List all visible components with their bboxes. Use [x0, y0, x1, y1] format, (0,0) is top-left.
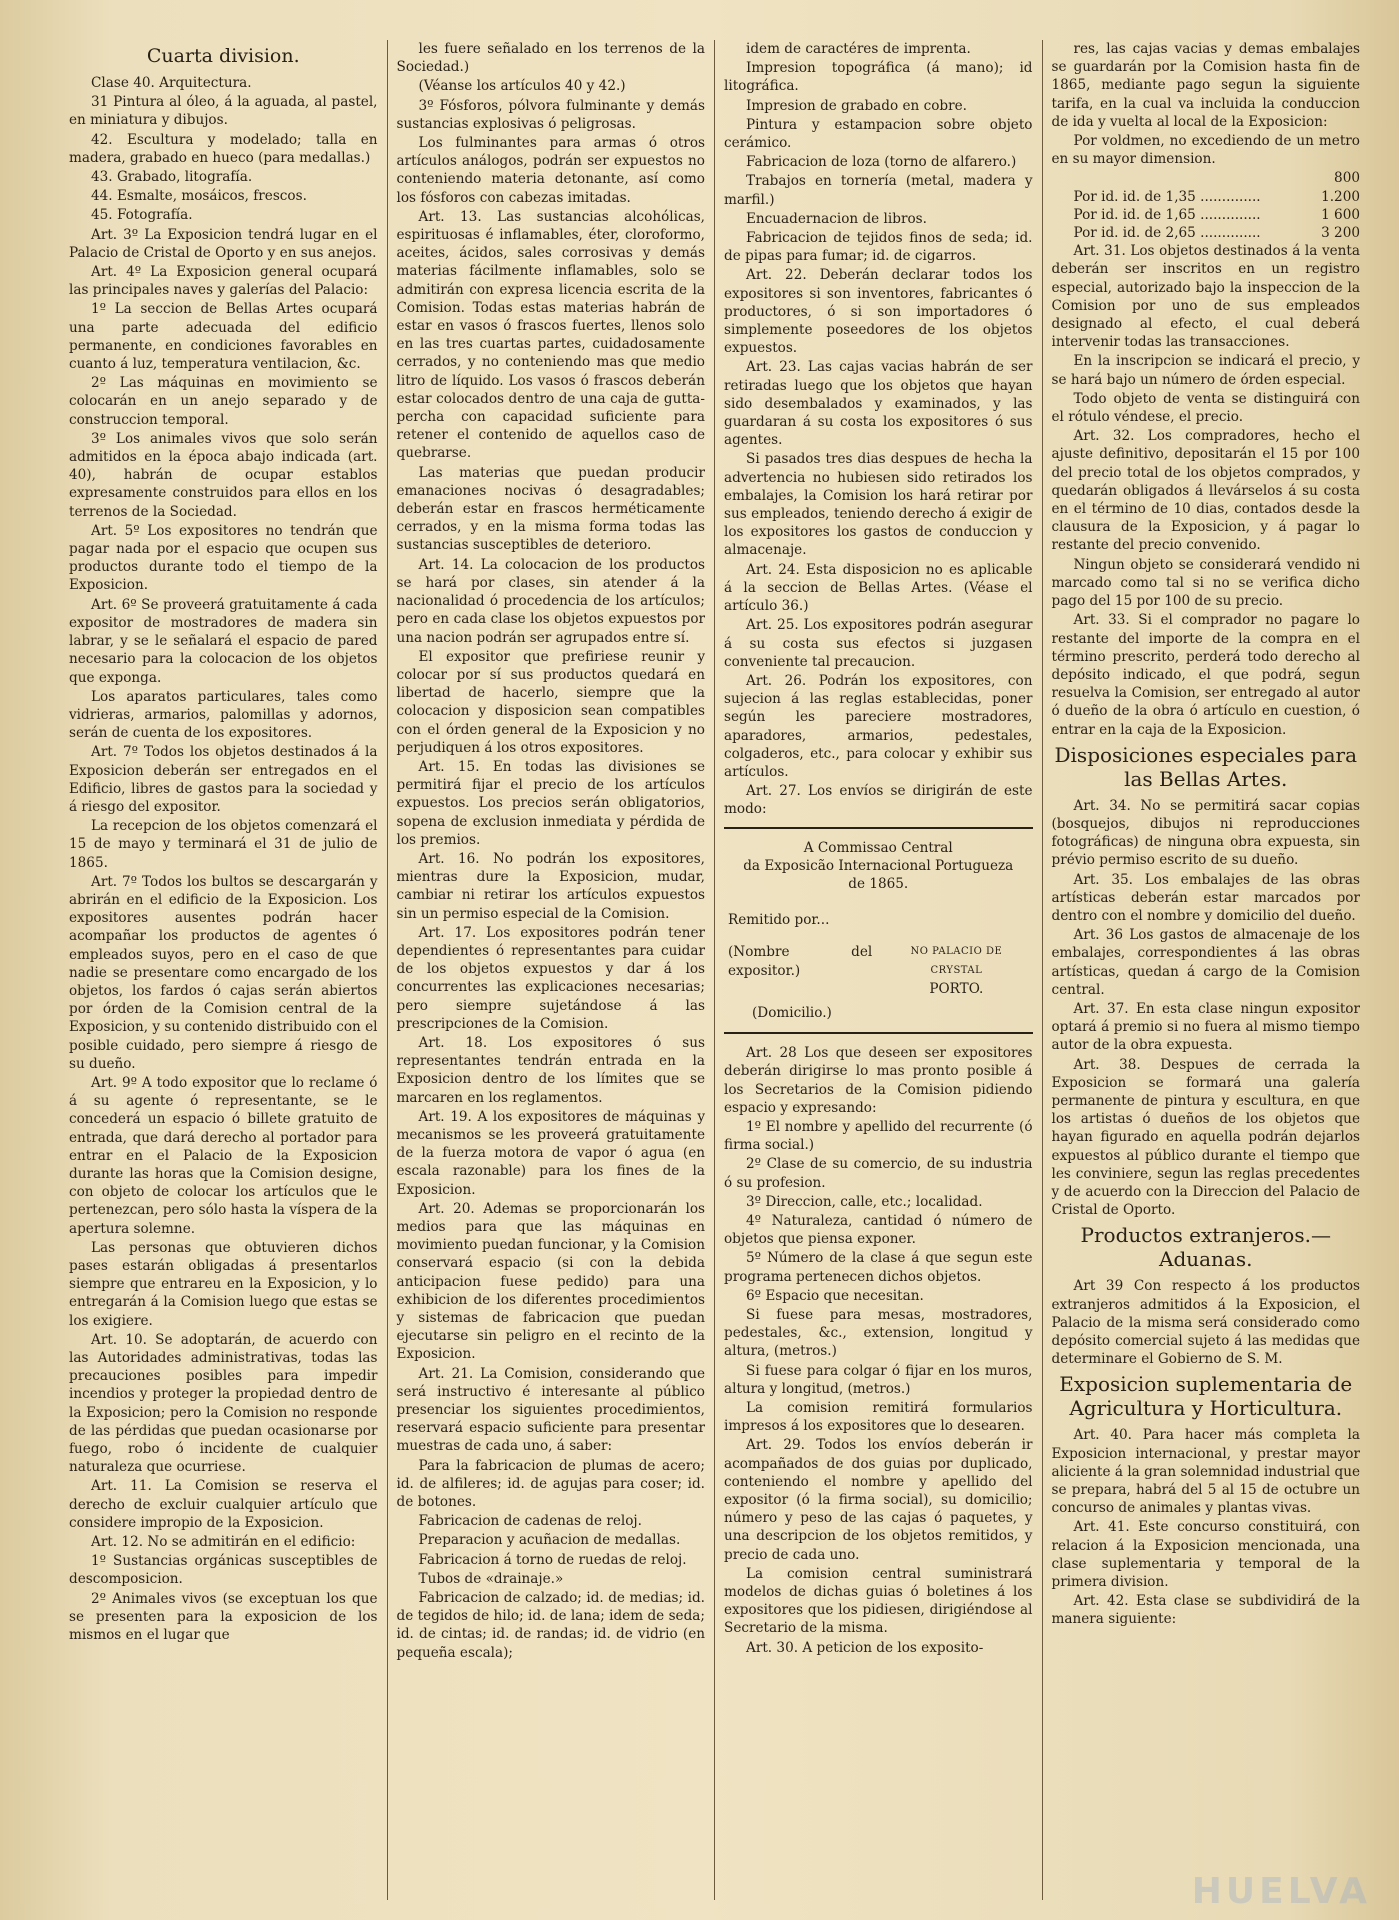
domicilio-label: (Domicilio.) — [752, 1004, 832, 1021]
paragraph: Fabricacion de cadenas de reloj. — [418, 1513, 642, 1530]
paragraph: Art. 10. Se adoptarán, de acuerdo con las Autoridades administrativas, todas las precauciones posibles para impedir incendios y proteger la propiedad dentro de la Exposicion; pero la Comision no responde de las pérdidas que puedan ocasionarse por fuego, robo ó incidente de cualquier naturaleza que ocurriese. — [69, 1331, 378, 1476]
paragraph: Art. 22. Deberán declarar todos los expositores si son inventores, fabricantes ó productores, ó si son importadores ó simplemente poseedores de los objetos expuestos. — [724, 267, 1033, 357]
paragraph: Art. 20. Ademas se proporcionarán los medios para que las máquinas en movimiento puedan funcionar, y la Comision conservará espacio (si con la debida anticipacion fuese pedido) para una exhibicion de los diferentes procedimientos y sistemas de fabricacion que puedan ejecutarse sin peligro en el recinto de la Exposicion. — [396, 1200, 705, 1363]
paragraph: Art. 17. Los expositores podrán tener dependientes ó representantes para cuidar de los objetos expuestos y dar á los concurrentes las explicaciones necesarias; pero siempre sujetándose á las prescripciones de la Comision. — [396, 924, 705, 1032]
paragraph: Si pasados tres dias despues de hecha la advertencia no hubiesen sido retirados los embalajes, la Comision los hará retirar por sus empleados, teniendo derecho á exigir de los expositores los gastos de conduccion y almacenaje. — [724, 451, 1033, 559]
paragraph: Art. 21. La Comision, considerando que será instructivo é interesante al público presenciar los siguientes procedimientos, reservará espacio suficiente para presentar muestras de cada uno, á saber: — [396, 1365, 705, 1455]
price-value: 800 — [1334, 170, 1360, 187]
paragraph: 1º El nombre y apellido del recurrente (ó firma social.) — [724, 1118, 1033, 1154]
paragraph: 44. Esmalte, mosáicos, frescos. — [91, 188, 307, 205]
paragraph: Art. 33. Si el comprador no pagare lo restante del importe de la compra en el término prescrito, perderá todo derecho al depósito indicado, el que podrá, segun resuelva la Comision, ser entregado al autor ó dueño de la obra ó artículo en cuestion, ó entrar en la caja de la Exposicion. — [1051, 612, 1360, 738]
paragraph: Art. 7º Todos los bultos se descargarán y abrirán en el edificio de la Exposicion. Los expositores ausentes podrán hacer acompañar los productos de agentes ó empleados suyos, pero en el caso de que nadie se presentare como encargado de los objetos, los fardos ó cajas serán abiertos por órden de la Comision central de la Exposicion, y su contenido distribuido con el posible cuidado, pero siempre á riesgo de su dueño. — [69, 873, 378, 1072]
paragraph: Trabajos en tornería (metal, madera y marfil.) — [724, 173, 1033, 208]
paragraph: Art. 40. Para hacer más completa la Exposicion internacional, y prestar mayor aliciente á la gran solemnidad industrial que se prepara, habrá del 5 al 15 de octubre un concurso de animales y plantas vivas. — [1051, 1427, 1360, 1517]
paragraph: 2º Clase de su comercio, de su industria ó su profesion. — [724, 1156, 1033, 1191]
paragraph: 1º Sustancias orgánicas susceptibles de descomposicion. — [69, 1553, 378, 1588]
sender-row — [728, 943, 1029, 998]
paragraph: 6º Espacio que necesitan. — [746, 1287, 924, 1304]
paragraph: (Véanse los artículos 40 y 42.) — [418, 78, 626, 95]
paragraph: Clase 40. Arquitectura. — [91, 75, 252, 91]
paragraph: Art. 13. Las sustancias alcohólicas, espirituosas é inflamables, éter, cloroformo, aceites, ácidos, sales corrosivas y demás materias fácilmente inflamables, solo se admitirán con expresa licencia escrita de la Comision. Todas estas materias habrán de estar en vasos ó frascos fuertes, llenos solo en las tres cuartas partes, cuidadosamente cerrados, y no conteniendo mas que medio litro de líquido. Los vasos ó frascos deberán estar colocados dentro de una caja de gutta-percha con capacidad suficiente para retener el contenido de aquellos caso de quebrarse. — [396, 208, 705, 462]
paragraph: les fuere señalado en los terrenos de la Sociedad.) — [396, 41, 705, 76]
paragraph: Art. 38. Despues de cerrada la Exposicion se formará una galería permanente de pintura y escultura, en que los artistas ó dueños de los objetos que hayan figurado en aquella podrán dejarlos expuestos al público durante el tiempo que les conviniere, segun las reglas precedentes y de acuerdo con la Direccion del Palacio de Cristal de Oporto. — [1051, 1056, 1360, 1219]
paragraph: Art. 25. Los expositores podrán asegurar á su costa sus efectos si juzgasen conveniente tal precaucion. — [724, 617, 1033, 670]
paragraph: Art. 3º La Exposicion tendrá lugar en el Palacio de Cristal de Oporto y en sus anejos. — [69, 226, 378, 261]
paragraph: Por voldmen, no excediendo de un metro en su mayor dimension. — [1051, 133, 1360, 168]
section-title-cuarta-division: Cuarta division. — [146, 45, 300, 67]
price-row — [1052, 188, 1361, 206]
paragraph: Fabricacion de tejidos finos de seda; id. de pipas para fumar; id. de cigarros. — [724, 230, 1033, 265]
price-row — [1052, 224, 1361, 242]
paragraph: Art. 24. Esta disposicion no es aplicable á la seccion de Bellas Artes. (Véase el artículo 36.) — [724, 561, 1033, 615]
paragraph: Art. 28 Los que deseen ser expositores deberán dirigirse lo mas pronto posible á los Secretarios de la Comision pidiendo espacio y expresando: — [724, 1045, 1033, 1116]
paragraph: 5º Número de la clase á que segun este programa pertenecen dichos objetos. — [724, 1250, 1033, 1285]
paragraph: Art 39 Con respecto á los productos extranjeros admitidos á la Exposicion, el Palacio de la misma será considerado como depósito comercial sujeto á las medidas que determinare el Gobierno de S. M. — [1051, 1278, 1360, 1368]
sender-name-label: (Nombre del expositor.) — [728, 944, 873, 979]
column-4-body — [1052, 40, 1361, 168]
address-line-1: A Commissao Central — [803, 839, 953, 856]
paragraph: Para la fabricacion de plumas de acero; id. de alfileres; id. de agujas para coser; id. de botones. — [396, 1457, 705, 1511]
column-4-body-3 — [1052, 797, 1361, 1220]
palacio-label: NO PALACIO DE CRYSTAL — [910, 946, 1003, 976]
paragraph: Art. 42. Esta clase se subdividirá de la manera siguiente: — [1051, 1593, 1360, 1628]
destination-block — [884, 943, 1028, 998]
paragraph: Art. 36 Los gastos de almacenaje de los embalajes, correspondientes á las obras artísticas, quedan á cargo de la Comision central. — [1051, 927, 1360, 998]
paragraph: 43. Grabado, litografía. — [91, 169, 253, 186]
paragraph: Art. 4º La Exposicion general ocupará las principales naves y galerías del Palacio: — [69, 264, 378, 299]
paragraph: 45. Fotografía. — [91, 207, 193, 224]
paragraph: Las materias que puedan producir emanaciones nocivas ó desagradables; deberán estar en frascos herméticamente cerrados, y en la misma forma todas las sustancias susceptibles de deterioro. — [396, 464, 705, 554]
paragraph: Art. 29. Todos los envíos deberán ir acompañados de dos guias por duplicado, conteniendo el nombre y apellido del expositor (ó la firma social), su domicilio; número y peso de las cajas ó paquetes, y una descripcion de los objetos remitidos, y precio de cada uno. — [724, 1437, 1033, 1563]
price-label: Por id. id. de 1,65 .............. — [1073, 206, 1261, 223]
paragraph: Fabricacion á torno de ruedas de reloj. — [418, 1551, 687, 1568]
paragraph: Art. 27. Los envíos se dirigirán de este modo: — [724, 783, 1033, 818]
remitido-label: Remitido por... — [728, 912, 830, 929]
column-4-body-5 — [1052, 1426, 1361, 1628]
price-label: Por id. id. de 1,35 .............. — [1073, 188, 1261, 205]
paragraph: Encuadernacion de libros. — [746, 210, 927, 227]
paragraph: Art. 35. Los embalajes de las obras artísticas deberán estar marcados por dentro con el nombre y domicilio del dueño. — [1051, 871, 1360, 924]
price-row — [1052, 206, 1361, 224]
paragraph: 2º Animales vivos (se exceptuan los que se presenten para la exposicion de los mismos en el lugar que — [69, 1590, 378, 1644]
paragraph: Art. 30. A peticion de los exposito- — [746, 1639, 984, 1656]
paragraph: Art. 19. A los expositores de máquinas y mecanismos se les proveerá gratuitamente de la fuerza motora de vapor ó agua (en escala razonable) para los fines de la Exposicion. — [396, 1108, 705, 1198]
paragraph: Art. 6º Se proveerá gratuitamente á cada expositor de mostradores de madera sin labrar, y se le señalará el espacio de pared necesario para la colocacion de los objetos que exponga. — [69, 596, 378, 686]
porto-label: PORTO. — [929, 980, 984, 997]
paragraph: La comision remitirá formularios impresos á los expositores que lo desearen. — [724, 1400, 1033, 1435]
section-title-bellas-artes: Disposiciones especiales para las Bellas Artes. — [1054, 742, 1357, 791]
paragraph: Art. 23. Las cajas vacias habrán de ser retiradas luego que los objetos que hayan sido desembalados y examinados, y las guardaran á su costa los expositores ó sus agentes. — [724, 359, 1033, 449]
paragraph: 2º Las máquinas en movimiento se colocarán en un anejo separado y de construccion temporal. — [69, 375, 378, 428]
column-3 — [715, 40, 1043, 1900]
price-value: 1 600 — [1321, 206, 1360, 223]
paragraph: 3º Direccion, calle, etc.; localidad. — [746, 1193, 983, 1210]
paragraph: Si fuese para mesas, mostradores, pedestales, &c., extension, longitud y altura, (metros.) — [724, 1307, 1033, 1360]
paragraph: idem de caractéres de imprenta. — [746, 41, 971, 57]
paragraph: En la inscripcion se indicará el precio, y se hará bajo un número de órden especial. — [1051, 353, 1360, 388]
paragraph: Los aparatos particulares, tales como vidrieras, armarios, palomillas y adornos, serán de cuenta de los expositores. — [69, 688, 378, 742]
paragraph: Tubos de «drainaje.» — [418, 1570, 564, 1587]
paragraph: Art. 11. La Comision se reserva el derecho de excluir cualquier artículo que considere impropio de la Exposicion. — [69, 1478, 378, 1531]
column-4 — [1043, 40, 1370, 1900]
paragraph: Art. 5º Los expositores no tendrán que pagar nada por el espacio que ocupen sus productos durante todo el tiempo de la Exposicion. — [69, 522, 378, 594]
column-4-body-2 — [1052, 242, 1361, 738]
paragraph: 4º Naturaleza, cantidad ó número de objetos que piensa exponer. — [724, 1212, 1033, 1248]
paragraph: Art. 7º Todos los objetos destinados á la Exposicion deberán ser entregados en el Edificio, libres de gastos para la sociedad y á riesgo del expositor. — [69, 744, 378, 815]
paragraph: Art. 26. Podrán los expositores, con sujecion á las reglas establecidas, poner según les pareciere mostradores, aparadores, armarios, pedestales, colgaderos, etc., para colocar y exhibir sus artículos. — [724, 672, 1033, 780]
section-title-agricultura: Exposicion suplementaria de Agricultura y Horticultura. — [1059, 1372, 1353, 1421]
paragraph: res, las cajas vacias y demas embalajes se guardarán por la Comision hasta fin de 1865, mediante pago segun la siguiente tarifa, en la cual va incluida la conduccion de ida y vuelta al local de la Exposicion: — [1051, 41, 1360, 130]
paragraph: Ningun objeto se considerará vendido ni marcado como tal si no se verifica dicho pago del 15 por 100 de su precio. — [1051, 556, 1360, 610]
paragraph: Art. 12. No se admitirán en el edificio: — [91, 1534, 356, 1551]
paragraph: 3º Fósforos, pólvora fulminante y demás sustancias explosivas ó peligrosas. — [396, 97, 705, 132]
paragraph: 42. Escultura y modelado; talla en madera, grabado en hueco (para medallas.) — [69, 131, 378, 166]
price-value: 1.200 — [1321, 188, 1360, 205]
paragraph: 31 Pintura al óleo, á la aguada, al pastel, en miniatura y dibujos. — [69, 94, 378, 129]
paragraph: Impresion topográfica (á mano); id litográfica. — [724, 60, 1033, 95]
paragraph: 3º Los animales vivos que solo serán admitidos en la época abajo indicada (art. 40), habrán de ocupar establos expresamente construidos para ellos en los terrenos de la Sociedad. — [69, 430, 378, 520]
address-line-2: da Exposicão Internacional Portugueza — [743, 857, 1014, 874]
paragraph: Pintura y estampacion sobre objeto cerámico. — [724, 116, 1033, 152]
shipping-address-form — [724, 827, 1033, 1035]
paragraph: Art. 37. En esta clase ningun expositor optará á premio si no fuera al mismo tiempo autor de la obra expuesta. — [1051, 1000, 1360, 1054]
paragraph: Art. 14. La colocacion de los productos se hará por clases, sin atender á la nacionalidad ó procedencia de los artículos; pero en cada clase los objetos expuestos por una nacion podrán ser agrupados entre sí. — [396, 556, 705, 646]
paragraph: 1º La seccion de Bellas Artes ocupará una parte adecuada del edificio permanente, en condiciones favorables en cuanto á luz, temperatura ventilacion, &c. — [69, 301, 378, 373]
column-1-body — [69, 74, 378, 1644]
paragraph: Todo objeto de venta se distinguirá con el rótulo véndese, el precio. — [1051, 390, 1360, 426]
library-watermark: HUELVA — [1191, 1871, 1371, 1912]
columns — [60, 40, 1369, 1900]
paragraph: Impresion de grabado en cobre. — [746, 97, 967, 114]
price-label: Por id. id. de 2,65 .............. — [1073, 225, 1261, 242]
paragraph: Art. 31. Los objetos destinados á la venta deberán ser inscritos en un registro especial, autorizado bajo la inspeccion de la Comision por uno de sus empleados designado al efecto, el cual deberá intervenir todas las transacciones. — [1051, 243, 1360, 351]
paragraph: Art. 32. Los compradores, hecho el ajuste definitivo, depositarán el 15 por 100 del precio total de los objetos comprados, y quedarán obligados á llevárselos á su costa en el término de 10 dias, contados desde la clausura de la Exposicion, y á pagar lo restante del precio convenido. — [1051, 428, 1360, 554]
paragraph: La recepcion de los objetos comenzará el 15 de mayo y terminará el 31 de julio de 1865. — [69, 818, 378, 871]
paragraph: Fabricacion de calzado; id. de medias; id. de tegidos de hilo; id. de lana; idem de seda; id. de cintas; id. de randas; id. de vidrio (en pequeña escala); — [396, 1590, 705, 1661]
paragraph: Las personas que obtuvieren dichos pases estarán obligadas á presentarlos siempre que entrareu en la Exposicion, y lo entregarán á la Comision luego que estas se los exigiere. — [69, 1239, 378, 1329]
column-1 — [60, 40, 388, 1900]
column-4-body-4 — [1052, 1277, 1361, 1368]
paragraph: Preparacion y acuñacion de medallas. — [418, 1532, 681, 1549]
paragraph: El expositor que prefiriese reunir y colocar por sí sus productos quedará en libertad de hacerlo, siempre que la colocacion y disposicion sean compatibles con el órden general de la Exposicion y no perjudiquen á los otros expositores. — [396, 648, 705, 756]
section-title-productos-extranjeros: Productos extranjeros.— Aduanas. — [1080, 1223, 1331, 1272]
price-row-first — [1052, 169, 1361, 187]
paragraph: Art. 9º A todo expositor que lo reclame ó á su agente ó representante, se le concederá un espacio ó billete gratuito de entrada, que dará derecho al portador para entrar en el Palacio de la Exposicion durante las horas que la Comision designe, con objeto de colocar los artículos que le pertenezcan, pero sólo hasta la víspera de la apertura solemne. — [69, 1074, 378, 1237]
column-3-body-2 — [724, 1044, 1033, 1657]
paragraph: La comision central suministrará modelos de dichas guias ó boletines á los expositores que los pidiesen, dirigiéndose al Secretario de la misma. — [724, 1565, 1033, 1637]
paragraph: Art. 34. No se permitirá sacar copias (bosquejos, dibujos ni reproducciones fotográficas) de ninguna obra expuesta, sin prévio permiso escrito de su dueño. — [1051, 797, 1360, 869]
paragraph: Fabricacion de loza (torno de alfarero.) — [746, 154, 1017, 171]
paragraph: Los fulminantes para armas ó otros artículos análogos, podrán ser expuestos no conteniendo materia detonante, así como los fósforos con cabezas imitadas. — [396, 135, 705, 206]
address-line-3: de 1865. — [848, 875, 909, 892]
paragraph: Art. 18. Los expositores ó sus representantes tendrán entrada en la Exposicion dentro de los límites que se marcaren en los reglamentos. — [396, 1034, 705, 1106]
paragraph: Art. 41. Este concurso constituirá, con relacion á la Exposicion mencionada, una clase suplementaria y temporal de la primera division. — [1051, 1519, 1360, 1591]
paragraph: Si fuese para colgar ó fijar en los muros, altura y longitud, (metros.) — [724, 1362, 1033, 1397]
price-value: 3 200 — [1321, 225, 1360, 242]
column-2-body — [397, 40, 706, 1662]
paragraph: Art. 15. En todas las divisiones se permitirá fijar el precio de los artículos expuestos. Los precios serán obligatorios, sopena de exclusion inmediata y pérdida de los premios. — [396, 758, 705, 848]
price-table — [1052, 188, 1361, 243]
column-2 — [388, 40, 716, 1900]
column-3-body — [724, 40, 1033, 819]
paragraph: Art. 16. No podrán los expositores, mientras dure la Exposicion, mudar, cambiar ni retirar los artículos expuestos sin un permiso especial de la Comision. — [396, 850, 705, 922]
